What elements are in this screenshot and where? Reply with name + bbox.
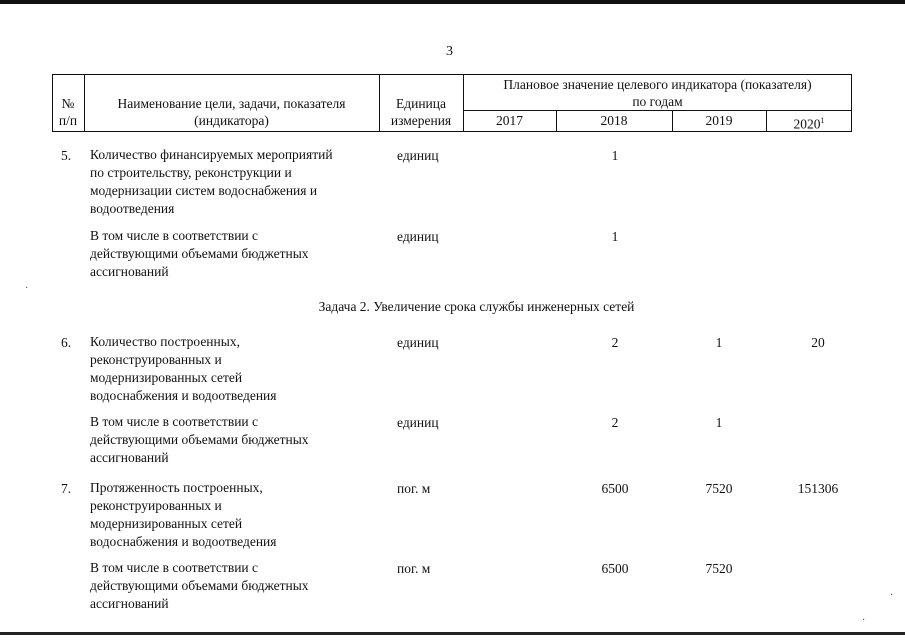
scan-dot: · — [25, 283, 29, 294]
header-year-2020: 2020$^1$ — [793, 116, 825, 132]
header-unit-line2: измерения — [390, 113, 452, 128]
header-year-2019: 2019 — [705, 113, 733, 128]
value-2018: 1 — [611, 229, 619, 244]
divider — [463, 110, 852, 111]
value-2019: 7520 — [705, 561, 733, 576]
value-2018: 6500 — [601, 561, 629, 576]
row-name — [90, 227, 380, 281]
header-name-line1: Наименование цели, задачи, показателя — [117, 96, 346, 111]
row-unit: единиц — [397, 229, 439, 244]
name-line: модернизированных сетей — [90, 516, 243, 531]
name-line: реконструированных и — [90, 498, 222, 513]
row-number: 6. — [61, 335, 72, 350]
name-line: ассигнований — [90, 264, 169, 279]
top-border — [0, 0, 905, 4]
header-year-2018: 2018 — [600, 113, 628, 128]
row-name — [90, 413, 380, 467]
row-unit: пог. м — [397, 561, 431, 576]
row-unit: единиц — [397, 148, 439, 163]
row-name — [90, 559, 380, 613]
task-heading: Задача 2. Увеличение срока службы инженерных сетей — [318, 299, 635, 314]
value-2018: 2 — [611, 335, 619, 350]
row-name — [90, 146, 380, 218]
name-line: действующими объемами бюджетных — [90, 578, 309, 593]
row-unit: пог. м — [397, 481, 431, 496]
name-line: водоснабжения и водоотведения — [90, 534, 277, 549]
name-line: В том числе в соответствии с — [90, 228, 259, 243]
value-2020: 151306 — [797, 481, 839, 496]
scan-dot: · — [862, 615, 866, 626]
row-name — [90, 333, 380, 405]
name-line: водоотведения — [90, 201, 175, 216]
row-number: 7. — [61, 481, 72, 496]
value-2019: 7520 — [705, 481, 733, 496]
name-line: Количество финансируемых мероприятий — [90, 147, 333, 162]
page-number: 3 — [446, 44, 453, 59]
header-year-2017: 2017 — [496, 113, 523, 128]
header-num-line1: № — [61, 96, 75, 111]
header-planned-line2: по годам — [632, 94, 683, 109]
bottom-border — [0, 632, 905, 635]
value-2020: 20 — [811, 335, 825, 350]
name-line: ассигнований — [90, 450, 169, 465]
name-line: действующими объемами бюджетных — [90, 246, 309, 261]
name-line: по строительству, реконструкции и — [90, 165, 292, 180]
name-line: Протяженность построенных, — [90, 480, 263, 495]
name-line: ассигнований — [90, 596, 169, 611]
row-unit: единиц — [397, 415, 439, 430]
value-2018: 6500 — [601, 481, 629, 496]
value-2018: 2 — [611, 415, 619, 430]
header-num-line2: п/п — [58, 113, 78, 128]
header-unit-line1: Единица — [395, 96, 446, 111]
footnote-marker: 1 — [820, 116, 825, 125]
header-name-line2: (индикатора) — [194, 113, 269, 128]
name-line: В том числе в соответствии с — [90, 414, 259, 429]
header-planned-line1: Плановое значение целевого индикатора (показателя) — [503, 77, 812, 92]
row-unit: единиц — [397, 335, 439, 350]
name-line: В том числе в соответствии с — [90, 560, 259, 575]
name-line: модернизированных сетей — [90, 370, 243, 385]
value-2019: 1 — [715, 335, 723, 350]
name-line: Количество построенных, — [90, 334, 240, 349]
name-line: действующими объемами бюджетных — [90, 432, 309, 447]
row-name — [90, 479, 380, 551]
name-line: реконструированных и — [90, 352, 222, 367]
name-line: водоснабжения и водоотведения — [90, 388, 277, 403]
value-2019: 1 — [715, 415, 723, 430]
value-2018: 1 — [611, 148, 619, 163]
row-number: 5. — [61, 148, 72, 163]
scan-dot: · — [890, 590, 894, 601]
name-line: модернизации систем водоснабжения и — [90, 183, 318, 198]
